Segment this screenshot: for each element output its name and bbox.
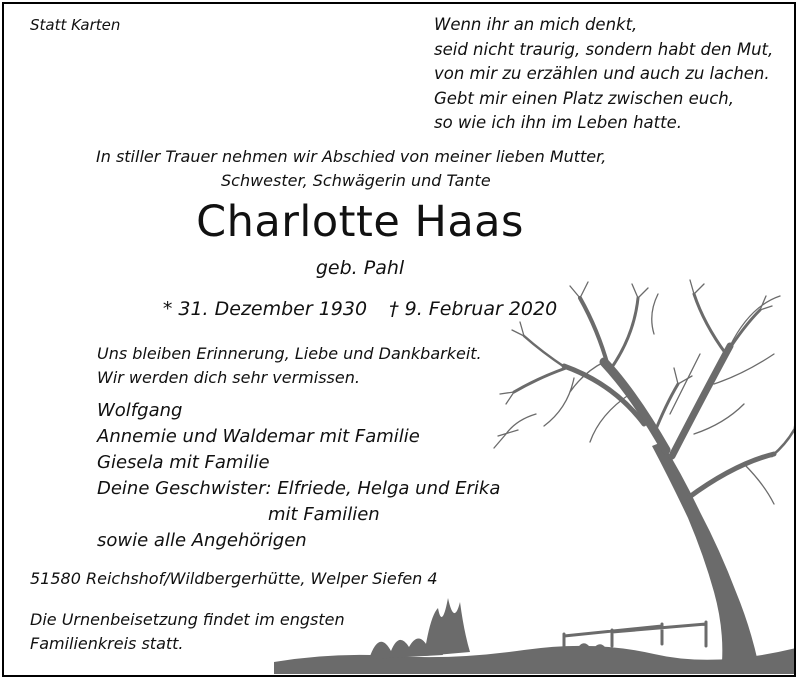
poem-line: von mir zu erzählen und auch zu lachen.: [434, 64, 770, 83]
mourner-item: Deine Geschwister: Elfriede, Helga und Erika: [97, 478, 501, 499]
burial-line: Die Urnenbeisetzung findet im engsten: [30, 610, 345, 629]
header-statt-karten: Statt Karten: [30, 16, 121, 34]
deceased-name: Charlotte Haas: [196, 197, 524, 247]
poem-line: Gebt mir einen Platz zwischen euch,: [434, 88, 734, 108]
memory-line: Uns bleiben Erinnerung, Liebe und Dankbarkeit.: [97, 344, 482, 363]
poem-line: seid nicht traurig, sondern habt den Mut,: [434, 39, 774, 59]
birth-name: geb. Pahl: [315, 257, 405, 279]
obituary-notice: [2, 2, 796, 677]
poem: [434, 13, 773, 136]
intro-line: Schwester, Schwägerin und Tante: [221, 171, 491, 190]
birth-date: * 31. Dezember 1930: [162, 298, 368, 320]
burial-note: [30, 608, 345, 656]
life-dates: [4, 298, 716, 320]
intro-line: In stiller Trauer nehmen wir Abschied von meiner lieben Mutter,: [96, 147, 607, 166]
memory-line: Wir werden dich sehr vermissen.: [97, 368, 360, 387]
poem-line: so wie ich ihn im Leben hatte.: [434, 113, 682, 132]
mourners-list: [97, 398, 500, 554]
address: 51580 Reichshof/Wildbergerhütte, Welper Siefen 4: [30, 569, 438, 588]
death-date: † 9. Februar 2020: [389, 298, 558, 320]
burial-line: Familienkreis statt.: [30, 634, 184, 653]
mourner-item: Annemie und Waldemar mit Familie: [97, 426, 420, 447]
mourner-item: sowie alle Angehörigen: [97, 530, 307, 551]
memory-text: [97, 342, 482, 390]
mourner-item: Giesela mit Familie: [97, 452, 270, 473]
intro-text: [96, 145, 606, 193]
mourner-item: mit Familien: [268, 504, 380, 525]
mourner-item: Wolfgang: [97, 400, 183, 421]
poem-line: Wenn ihr an mich denkt,: [434, 15, 638, 34]
